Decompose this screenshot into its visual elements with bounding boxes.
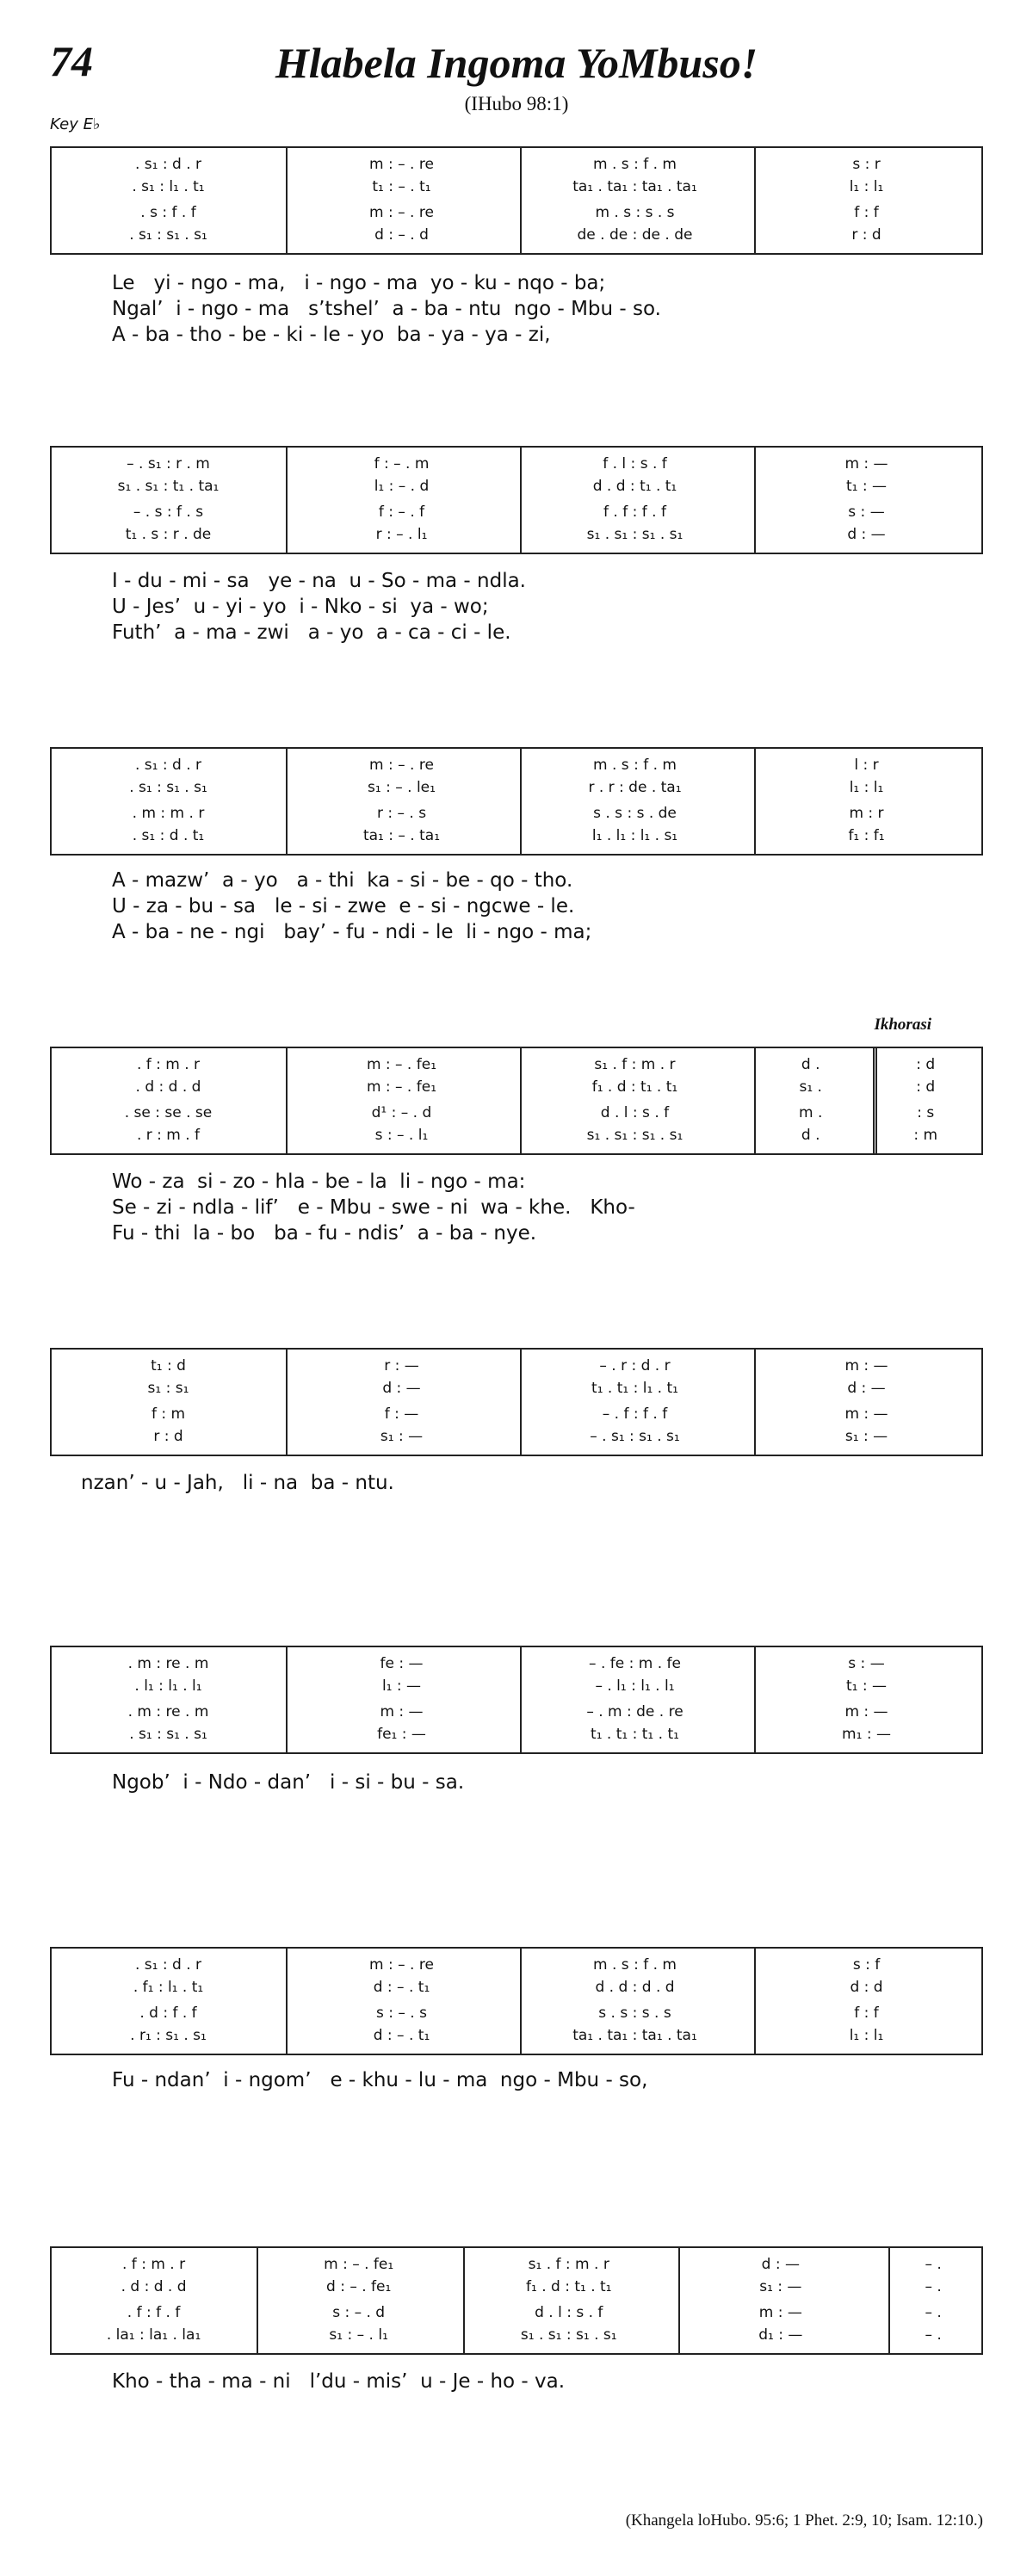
note-cell: . s₁ : s₁ . s₁ xyxy=(129,1726,207,1743)
note-cell: s₁ : – . l₁ xyxy=(329,2326,388,2344)
note-cell: d . d : d . d xyxy=(595,1979,675,1996)
note-cell: – . f : f . f xyxy=(602,1405,668,1423)
note-cell: m : — xyxy=(844,1357,888,1374)
lyric-line: Wo - za si - zo - hla - be - la li - ngo - ma: xyxy=(112,1171,526,1193)
bass-staff-pair xyxy=(52,2002,981,2047)
note-cell: ta₁ : – . ta₁ xyxy=(362,827,441,844)
note-cell: : d xyxy=(916,1078,936,1096)
note-cell: . s₁ : d . r xyxy=(134,1956,201,1974)
voice-part-row xyxy=(52,224,981,246)
notation-system xyxy=(50,1348,983,1456)
voice-part-row xyxy=(52,453,981,475)
note-cell: . f : f . f xyxy=(127,2304,181,2321)
note-cell: . s₁ : d . r xyxy=(134,156,201,173)
note-cell: l₁ . l₁ : l₁ . s₁ xyxy=(591,827,678,844)
voice-part-row xyxy=(52,2324,981,2346)
note-cell: s : — xyxy=(848,503,885,521)
note-cell: . l₁ : l₁ . l₁ xyxy=(134,1677,202,1695)
note-cell: d : – . t₁ xyxy=(373,1979,430,1996)
notation-system xyxy=(50,1047,983,1155)
bass-staff-pair xyxy=(52,2301,981,2346)
lyric-line: I - du - mi - sa ye - na u - So - ma - ndla. xyxy=(112,570,526,592)
note-cell: . s₁ : d . t₁ xyxy=(132,827,205,844)
voice-part-row xyxy=(52,1954,981,1976)
note-cell: – . l₁ : l₁ . l₁ xyxy=(595,1677,675,1695)
note-cell: m . s : f . m xyxy=(593,1956,677,1974)
note-cell: f : – . m xyxy=(374,455,430,473)
note-cell: s₁ . s₁ : s₁ . s₁ xyxy=(520,2326,617,2344)
note-cell: s . s : s . de xyxy=(593,805,677,822)
note-cell: t₁ . t₁ : t₁ . t₁ xyxy=(591,1726,679,1743)
lyric-line: Ngob’ i - Ndo - dan’ i - si - bu - sa. xyxy=(112,1771,465,1794)
note-cell: . f : m . r xyxy=(122,2256,186,2273)
voice-part-row xyxy=(52,1701,981,1723)
note-cell: f . l : s . f xyxy=(603,455,667,473)
voice-part-row xyxy=(52,754,981,776)
voice-part-row xyxy=(52,501,981,523)
note-cell: . d : f . f xyxy=(139,2005,197,2022)
voice-part-row xyxy=(52,1425,981,1448)
lyric-line: Fu - thi la - bo ba - fu - ndis’ a - ba - nye. xyxy=(112,1222,537,1245)
lyric-line: A - ba - ne - ngi bay’ - fu - ndi - le li - ngo - ma; xyxy=(112,921,592,943)
note-cell: . m : m . r xyxy=(132,805,205,822)
note-cell: d₁ : — xyxy=(758,2326,803,2344)
bass-staff-pair xyxy=(52,1102,981,1146)
note-cell: m₁ : — xyxy=(842,1726,891,1743)
note-cell: l₁ : – . d xyxy=(374,478,430,495)
voice-part-row xyxy=(52,2024,981,2047)
voice-part-row xyxy=(52,2301,981,2324)
note-cell: – . s : f . s xyxy=(133,503,204,521)
note-cell: m : — xyxy=(844,1405,888,1423)
note-cell: d . xyxy=(801,1056,820,1073)
notation-system xyxy=(50,747,983,856)
song-scripture-reference: (IHubo 98:1) xyxy=(464,93,569,114)
note-cell: . m : re . m xyxy=(127,1655,209,1672)
note-cell: s₁ . f : m . r xyxy=(528,2256,609,2273)
lyric-line: U - Jes’ u - yi - yo i - Nko - si ya - wo; xyxy=(112,596,489,618)
note-cell: d : – . d xyxy=(374,226,429,244)
bass-staff-pair xyxy=(52,802,981,847)
voice-part-row xyxy=(52,1102,981,1124)
note-cell: r : – . s xyxy=(376,805,427,822)
note-cell: t₁ : d xyxy=(151,1357,186,1374)
note-cell: . r₁ : s₁ . s₁ xyxy=(130,2027,207,2044)
note-cell: m : – . fe₁ xyxy=(324,2256,394,2273)
note-cell: m : — xyxy=(758,2304,802,2321)
note-cell: . s₁ : s₁ . s₁ xyxy=(129,226,207,244)
note-cell: f : – . f xyxy=(378,503,425,521)
note-cell: m : — xyxy=(380,1703,424,1720)
note-cell: – . s₁ : r . m xyxy=(127,455,210,473)
note-cell: m . xyxy=(799,1104,823,1121)
note-cell: l₁ : l₁ xyxy=(849,779,884,796)
key-signature: Key E♭ xyxy=(50,115,101,133)
note-cell: f₁ . d : t₁ . t₁ xyxy=(525,2278,612,2295)
voice-part-row xyxy=(52,1377,981,1399)
note-cell: . f₁ : l₁ . t₁ xyxy=(133,1979,204,1996)
footer-references: (Khangela loHubo. 95:6; 1 Phet. 2:9, 10; Isam. 12:10.) xyxy=(625,2511,983,2530)
note-cell: s : — xyxy=(848,1655,885,1672)
note-cell: – . r : d . r xyxy=(599,1357,671,1374)
notation-system xyxy=(50,1947,983,2055)
note-cell: . s₁ : s₁ . s₁ xyxy=(129,779,207,796)
bass-staff-pair xyxy=(52,1701,981,1745)
note-cell: s₁ . s₁ : t₁ . ta₁ xyxy=(117,478,220,495)
note-cell: d¹ : – . d xyxy=(371,1104,432,1121)
bass-staff-pair xyxy=(52,501,981,546)
lyric-line: Futh’ a - ma - zwi a - yo a - ca - ci - le. xyxy=(112,621,511,644)
note-cell: – . xyxy=(925,2326,942,2344)
lyric-line: Fu - ndan’ i - ngom’ e - khu - lu - ma ngo - Mbu - so, xyxy=(112,2069,648,2091)
voice-part-row xyxy=(52,1976,981,1998)
lyric-line: U - za - bu - sa le - si - zwe e - si - ngcwe - le. xyxy=(112,895,575,917)
voice-part-row xyxy=(52,802,981,825)
voice-part-row xyxy=(52,2253,981,2276)
note-cell: fe₁ : — xyxy=(377,1726,426,1743)
note-cell: r : — xyxy=(384,1357,419,1374)
note-cell: s : – . s xyxy=(376,2005,427,2022)
voice-part-row xyxy=(52,1675,981,1697)
treble-staff-pair xyxy=(52,453,981,497)
note-cell: . d : d . d xyxy=(121,2278,187,2295)
note-cell: d : — xyxy=(382,1380,421,1397)
note-cell: d . d : t₁ . t₁ xyxy=(592,478,677,495)
lyric-line: Se - zi - ndla - lif’ e - Mbu - swe - ni wa - khe. Kho- xyxy=(112,1196,635,1219)
note-cell: : d xyxy=(916,1056,936,1073)
note-cell: – . xyxy=(925,2278,942,2295)
voice-part-row xyxy=(52,475,981,497)
voice-part-row xyxy=(52,1652,981,1675)
note-cell: d : d xyxy=(850,1979,883,1996)
voice-part-row xyxy=(52,1076,981,1098)
notation-system xyxy=(50,446,983,554)
note-cell: t₁ : — xyxy=(846,1677,888,1695)
note-cell: d : – . t₁ xyxy=(373,2027,430,2044)
notation-system xyxy=(50,1646,983,1754)
note-cell: s₁ . xyxy=(799,1078,822,1096)
chorus-label: Ikhorasi xyxy=(874,1016,931,1034)
note-cell: – . m : de . re xyxy=(586,1703,684,1720)
voice-part-row xyxy=(52,176,981,198)
song-number: 74 xyxy=(50,37,93,85)
bass-staff-pair xyxy=(52,201,981,246)
note-cell: – . s₁ : s₁ . s₁ xyxy=(590,1428,680,1445)
note-cell: s₁ : — xyxy=(380,1428,424,1445)
bass-staff-pair xyxy=(52,1403,981,1448)
voice-part-row xyxy=(52,523,981,546)
note-cell: m : – . re xyxy=(369,757,434,774)
treble-staff-pair xyxy=(52,1355,981,1399)
note-cell: s . s : s . s xyxy=(598,2005,671,2022)
note-cell: f : f xyxy=(854,204,879,221)
voice-part-row xyxy=(52,1124,981,1146)
note-cell: f : f xyxy=(854,2005,879,2022)
note-cell: . d : d . d xyxy=(135,1078,201,1096)
note-cell: f : — xyxy=(384,1405,419,1423)
song-title: Hlabela Ingoma YoMbuso! xyxy=(275,39,758,87)
note-cell: l₁ : l₁ xyxy=(849,178,884,195)
note-cell: m . s : s . s xyxy=(595,204,675,221)
note-cell: – . xyxy=(925,2304,942,2321)
note-cell: f₁ : f₁ xyxy=(848,827,885,844)
treble-staff-pair xyxy=(52,1053,981,1098)
treble-staff-pair xyxy=(52,754,981,799)
note-cell: . f : m . r xyxy=(136,1056,201,1073)
voice-part-row xyxy=(52,2002,981,2024)
note-cell: : s xyxy=(917,1104,935,1121)
note-cell: f . f : f . f xyxy=(603,503,666,521)
note-cell: fe : — xyxy=(380,1655,424,1672)
note-cell: m . s : f . m xyxy=(593,757,677,774)
note-cell: – . xyxy=(925,2256,942,2273)
note-cell: t₁ : — xyxy=(846,478,888,495)
treble-staff-pair xyxy=(52,1954,981,1998)
note-cell: s₁ . f : m . r xyxy=(594,1056,676,1073)
notation-system xyxy=(50,2246,983,2355)
treble-staff-pair xyxy=(52,2253,981,2298)
note-cell: l : r xyxy=(854,757,879,774)
note-cell: t₁ . s : r . de xyxy=(125,526,212,543)
note-cell: . s₁ : l₁ . t₁ xyxy=(132,178,205,195)
note-cell: s₁ : – . le₁ xyxy=(368,779,436,796)
note-cell: m : – . re xyxy=(369,156,434,173)
note-cell: s : – . d xyxy=(332,2304,386,2321)
note-cell: l₁ : — xyxy=(381,1677,422,1695)
note-cell: ta₁ . ta₁ : ta₁ . ta₁ xyxy=(572,178,697,195)
note-cell: m : – . re xyxy=(369,204,434,221)
note-cell: r : d xyxy=(153,1428,183,1445)
note-cell: . se : se . se xyxy=(124,1104,213,1121)
note-cell: l₁ : l₁ xyxy=(849,2027,884,2044)
note-cell: m : — xyxy=(844,455,888,473)
lyric-line: nzan’ - u - Jah, li - na ba - ntu. xyxy=(81,1472,394,1494)
note-cell: m : – . fe₁ xyxy=(366,1078,437,1096)
voice-part-row xyxy=(52,153,981,176)
note-cell: m : – . fe₁ xyxy=(366,1056,437,1073)
note-cell: – . fe : m . fe xyxy=(589,1655,681,1672)
lyric-line: Kho - tha - ma - ni l’du - mis’ u - Je - ho - va. xyxy=(112,2370,566,2393)
voice-part-row xyxy=(52,1053,981,1076)
note-cell: s₁ : — xyxy=(844,1428,888,1445)
note-cell: m : — xyxy=(844,1703,888,1720)
note-cell: m : – . re xyxy=(369,1956,434,1974)
note-cell: . m : re . m xyxy=(127,1703,209,1720)
note-cell: ta₁ . ta₁ : ta₁ . ta₁ xyxy=(572,2027,697,2044)
note-cell: t₁ : – . t₁ xyxy=(372,178,431,195)
note-cell: s : r xyxy=(852,156,881,173)
note-cell: s₁ : — xyxy=(759,2278,802,2295)
note-cell: s₁ . s₁ : s₁ . s₁ xyxy=(586,1127,684,1144)
notation-system xyxy=(50,146,983,255)
note-cell: r : – . l₁ xyxy=(375,526,428,543)
lyric-line: A - mazw’ a - yo a - thi ka - si - be - qo - tho. xyxy=(112,869,573,892)
note-cell: d : – . fe₁ xyxy=(326,2278,392,2295)
note-cell: f₁ . d : t₁ . t₁ xyxy=(591,1078,678,1096)
note-cell: d . l : s . f xyxy=(600,1104,670,1121)
note-cell: r . r : de . ta₁ xyxy=(588,779,682,796)
voice-part-row xyxy=(52,1403,981,1425)
note-cell: s₁ . s₁ : s₁ . s₁ xyxy=(586,526,684,543)
note-cell: . la₁ : la₁ . la₁ xyxy=(106,2326,201,2344)
note-cell: d : — xyxy=(761,2256,800,2273)
note-cell: s₁ : s₁ xyxy=(147,1380,189,1397)
note-cell: r : d xyxy=(851,226,881,244)
treble-staff-pair xyxy=(52,1652,981,1697)
voice-part-row xyxy=(52,201,981,224)
note-cell: m : r xyxy=(849,805,884,822)
note-cell: d : — xyxy=(847,526,886,543)
note-cell: . r : m . f xyxy=(136,1127,201,1144)
note-cell: . s₁ : d . r xyxy=(134,757,201,774)
voice-part-row xyxy=(52,1723,981,1745)
note-cell: m . s : f . m xyxy=(593,156,677,173)
note-cell: d . l : s . f xyxy=(535,2304,603,2321)
note-cell: : m xyxy=(913,1127,938,1144)
note-cell: d . xyxy=(801,1127,820,1144)
lyric-line: Ngal’ i - ngo - ma s’tshel’ a - ba - ntu ngo - Mbu - so. xyxy=(112,298,661,320)
voice-part-row xyxy=(52,1355,981,1377)
note-cell: de . de : de . de xyxy=(577,226,693,244)
note-cell: . s : f . f xyxy=(140,204,196,221)
lyric-line: Le yi - ngo - ma, i - ngo - ma yo - ku - nqo - ba; xyxy=(112,272,606,294)
treble-staff-pair xyxy=(52,153,981,198)
lyric-line: A - ba - tho - be - ki - le - yo ba - ya - ya - zi, xyxy=(112,324,551,346)
note-cell: s : – . l₁ xyxy=(374,1127,429,1144)
voice-part-row xyxy=(52,2276,981,2298)
voice-part-row xyxy=(52,825,981,847)
note-cell: d : — xyxy=(847,1380,886,1397)
note-cell: t₁ . t₁ : l₁ . t₁ xyxy=(591,1380,678,1397)
voice-part-row xyxy=(52,776,981,799)
note-cell: f : m xyxy=(151,1405,186,1423)
note-cell: s : f xyxy=(852,1956,881,1974)
